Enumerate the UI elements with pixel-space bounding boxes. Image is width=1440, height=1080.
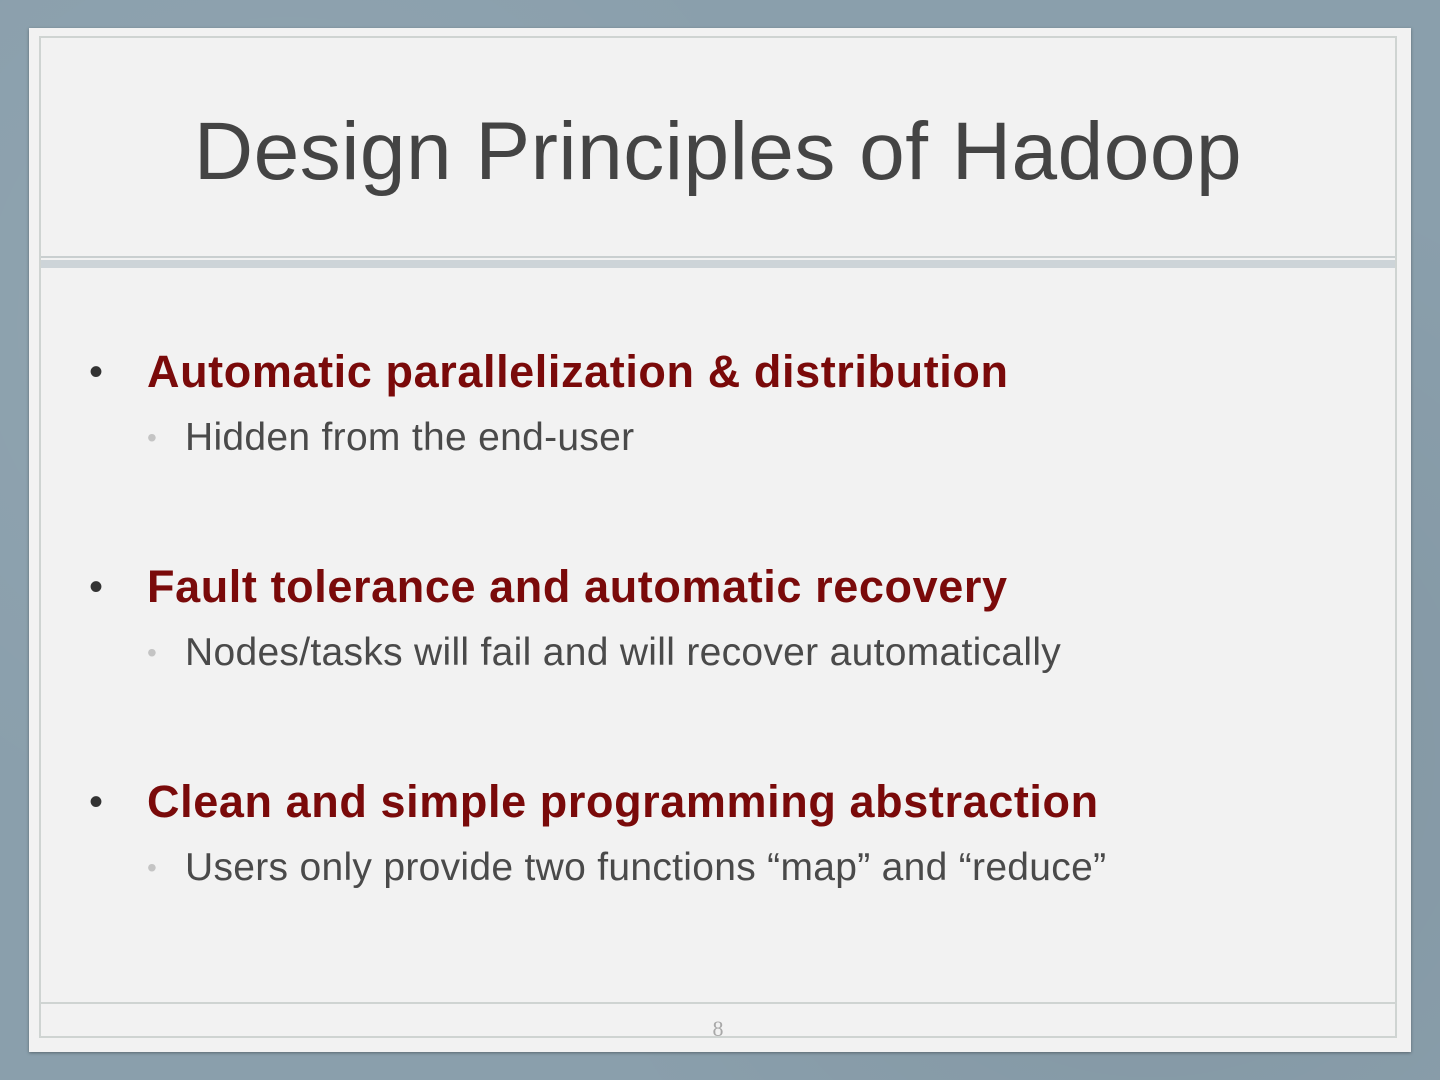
slide-title: Design Principles of Hadoop bbox=[193, 106, 1243, 197]
bullet-dot-icon: • bbox=[89, 780, 104, 824]
sub-bullet-item bbox=[147, 628, 1061, 678]
bullet-heading: Clean and simple programming abstraction bbox=[147, 776, 1099, 827]
sub-bullet-item bbox=[147, 413, 634, 463]
title-band bbox=[41, 260, 1395, 268]
sub-bullet-dot-icon: • bbox=[147, 852, 157, 883]
slide-frame bbox=[39, 36, 1397, 1041]
title-divider bbox=[41, 256, 1395, 258]
sub-bullet-item bbox=[147, 843, 1106, 893]
bullet-dot-icon: • bbox=[89, 350, 104, 394]
bullet-item bbox=[89, 772, 1099, 832]
sub-bullet-dot-icon: • bbox=[147, 422, 157, 453]
sub-bullet-text: Users only provide two functions “map” and “reduce” bbox=[185, 846, 1107, 889]
bullet-dot-icon: • bbox=[89, 565, 104, 609]
bullet-item bbox=[89, 557, 1008, 617]
bullet-item bbox=[89, 342, 1009, 402]
title-area bbox=[41, 38, 1395, 256]
slide bbox=[29, 28, 1411, 1052]
sub-bullet-text: Hidden from the end-user bbox=[185, 416, 635, 459]
bullet-heading: Automatic parallelization & distribution bbox=[147, 346, 1009, 397]
page-number: 8 bbox=[712, 1016, 724, 1041]
sub-bullet-dot-icon: • bbox=[147, 637, 157, 668]
footer-divider bbox=[41, 1002, 1395, 1004]
bullet-heading: Fault tolerance and automatic recovery bbox=[147, 561, 1008, 612]
sub-bullet-text: Nodes/tasks will fail and will recover automatically bbox=[185, 631, 1062, 674]
